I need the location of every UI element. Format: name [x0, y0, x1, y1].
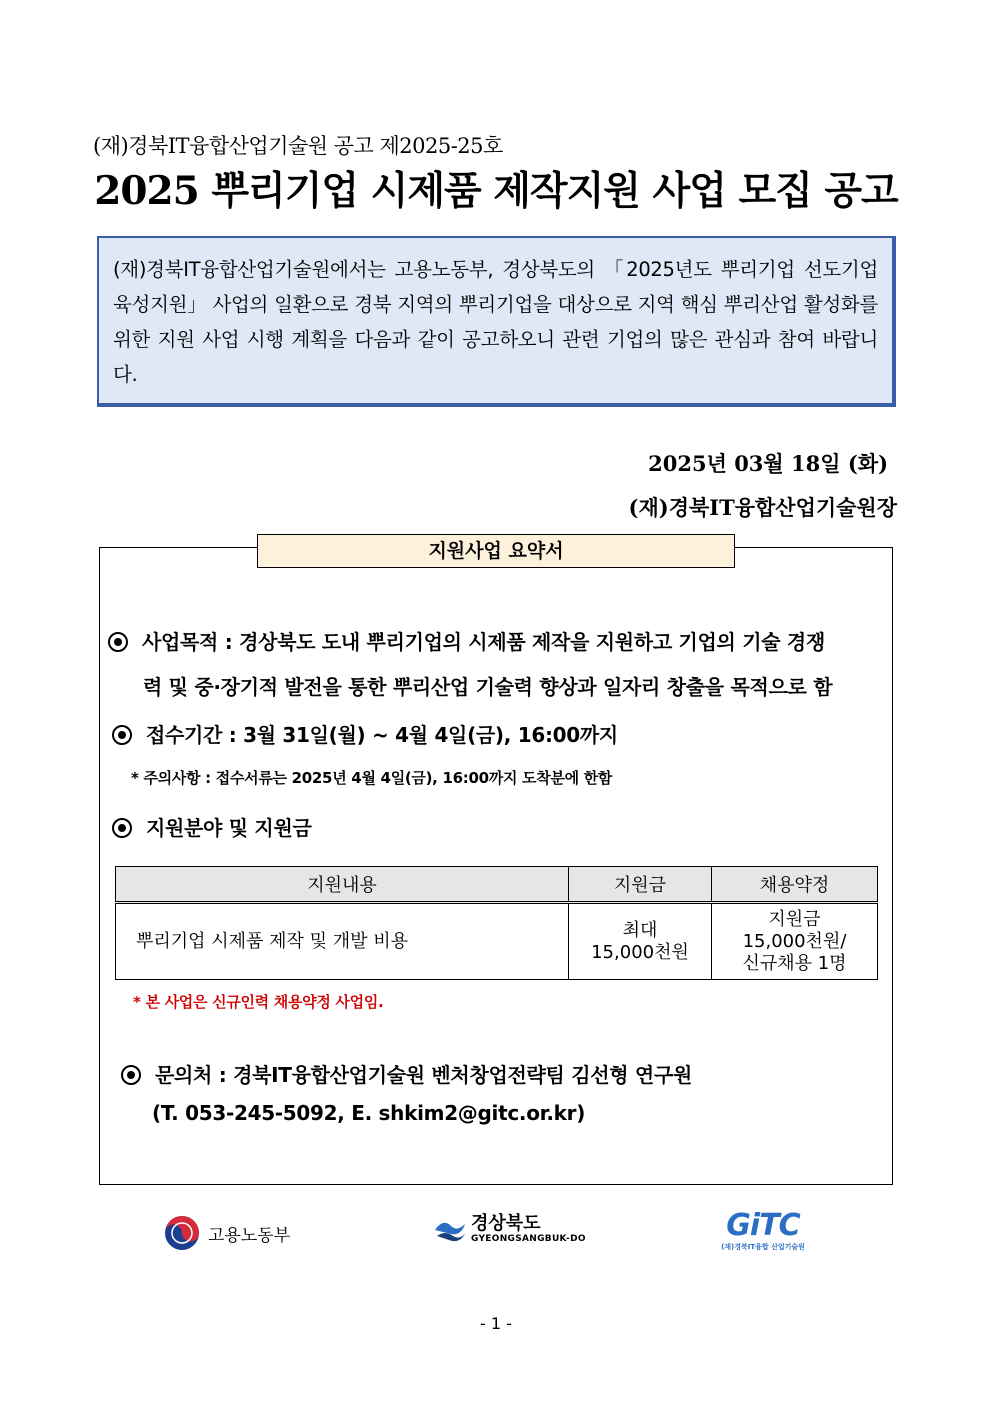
issuer-name: (재)경북IT융합산업기술원장 — [628, 495, 897, 520]
contact-line2: (T. 053-245-5092, E. shkim2@gitc.or.kr) — [152, 1101, 586, 1125]
contact-line1: 문의처 : 경북IT융합산업기술원 벤처창업전략팀 김선형 연구원 — [155, 1063, 692, 1087]
purpose-line2: 력 및 중·장기적 발전을 통한 뿌리산업 기술력 향상과 일자리 창출을 목적으로 함 — [143, 675, 833, 699]
gitc-name: (재)경북IT융합 산업기술원 — [721, 1243, 805, 1251]
province-name-en: GYEONGSANGBUK-DO — [471, 1234, 586, 1244]
province-wave-icon — [433, 1214, 467, 1244]
table-cell-hiring — [712, 903, 878, 980]
field-heading: 지원분야 및 지원금 — [146, 816, 312, 840]
amount-line2: 15,000천원 — [591, 941, 689, 963]
contact-item — [121, 1059, 692, 1088]
period-text: 접수기간 : 3월 31일(월) ~ 4월 4일(금), 16:00까지 — [146, 723, 618, 747]
field-item — [112, 812, 312, 841]
bullet-icon — [121, 1065, 141, 1085]
province-logo — [433, 1214, 586, 1244]
ministry-name: 고용노동부 — [208, 1225, 291, 1246]
intro-box — [97, 236, 896, 407]
hiring-line2: 15,000천원/ — [742, 930, 847, 952]
page-title: 2025 뿌리기업 시제품 제작지원 사업 모집 공고 — [94, 168, 898, 214]
bullet-icon — [112, 725, 132, 745]
table-cell-amount — [569, 903, 712, 980]
table-header: 지원내용 — [116, 867, 569, 903]
period-item — [112, 719, 618, 748]
support-table — [115, 866, 878, 980]
ministry-logo — [164, 1215, 290, 1251]
hiring-line3: 신규채용 1명 — [742, 952, 847, 974]
purpose-line1: 사업목적 : 경상북도 도내 뿌리기업의 시제품 제작을 지원하고 기업의 기술 경쟁 — [142, 630, 825, 654]
page-number: - 1 - — [480, 1314, 512, 1333]
purpose-item — [108, 626, 825, 655]
summary-tab: 지원사업 요약서 — [257, 534, 735, 568]
intro-text: (재)경북IT융합산업기술원에서는 고용노동부, 경상북도의 「2025년도 뿌리기업 선도기업 육성지원」 사업의 일환으로 경북 지역의 뿌리기업을 대상으로 지역 핵심 뿌리산업 활성화를 위한 지원 사업 시행 계획을 다음과 같이 공고하오니 관련 기업의 많은 관심과 참여 바랍니다. — [113, 258, 878, 386]
table-header-row — [116, 867, 878, 903]
table-header: 채용약정 — [712, 867, 878, 903]
notice-number: (재)경북IT융합산업기술원 공고 제2025-25호 — [93, 134, 503, 158]
amount-line1: 최대 — [622, 919, 658, 941]
taegeuk-icon — [164, 1215, 200, 1251]
hiring-line1: 지원금 — [768, 908, 821, 930]
notice-date: 2025년 03월 18일 (화) — [648, 451, 888, 476]
table-note: * 본 사업은 신규인력 채용약정 사업임. — [133, 993, 384, 1011]
period-note: * 주의사항 : 접수서류는 2025년 4월 4일(금), 16:00까지 도착분에 한함 — [131, 769, 613, 787]
gitc-mark: GiTC — [726, 1208, 800, 1243]
table-cell-content: 뿌리기업 시제품 제작 및 개발 비용 — [116, 903, 569, 980]
table-header: 지원금 — [569, 867, 712, 903]
province-name-ko: 경상북도 — [471, 1213, 541, 1234]
gitc-logo — [713, 1210, 813, 1252]
table-row — [116, 903, 878, 980]
bullet-icon — [112, 818, 132, 838]
bullet-icon — [108, 632, 128, 652]
